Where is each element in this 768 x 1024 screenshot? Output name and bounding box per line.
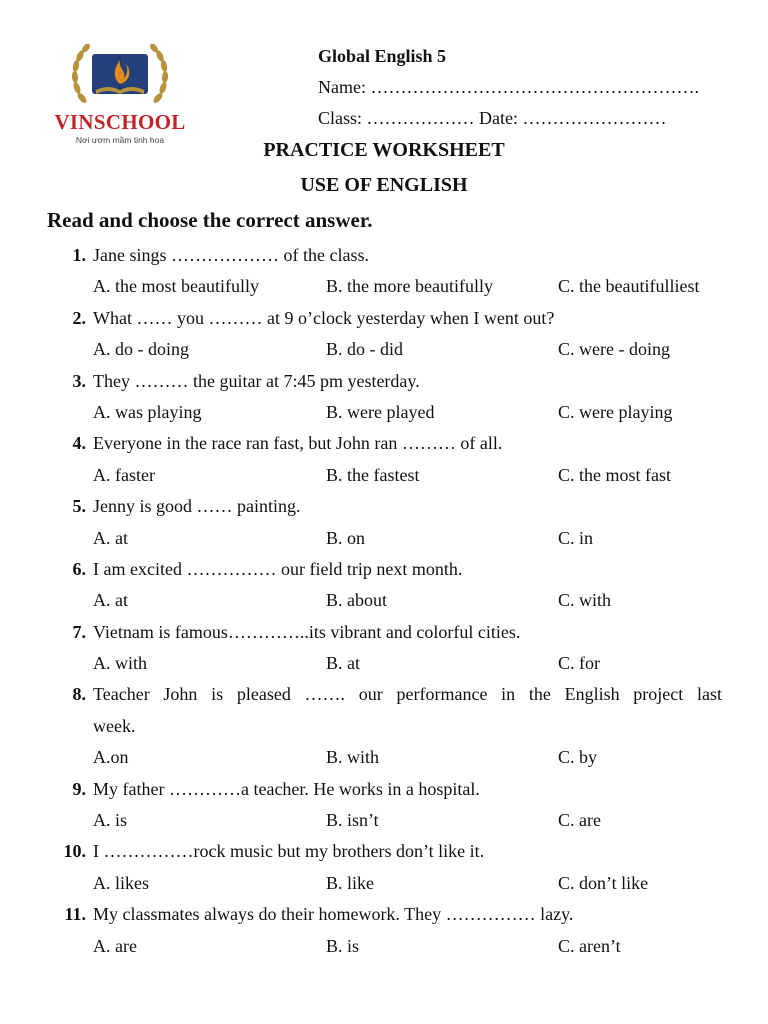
instruction: Read and choose the correct answer.: [47, 208, 373, 232]
option-c: C. the beautifulliest: [558, 276, 700, 297]
question-3: [0, 366, 768, 397]
options-4: [0, 460, 768, 491]
question-text: Teacher John is pleased ……. our performance in the English project last: [93, 684, 722, 705]
book-title: Global English 5: [318, 46, 447, 66]
question-1: [0, 240, 768, 271]
options-8: [0, 742, 768, 773]
option-a: A. is: [93, 810, 128, 831]
options-9: [0, 805, 768, 836]
option-c: C. for: [558, 653, 600, 674]
option-b: B. about: [326, 590, 387, 611]
question-text: Jenny is good …… painting.: [93, 496, 301, 517]
question-8: [0, 679, 768, 710]
question-text: My father …………a teacher. He works in a hospital.: [93, 778, 480, 799]
question-number: 8.: [72, 684, 86, 705]
question-text: Jane sings ……………… of the class.: [93, 245, 369, 265]
option-b: B. the more beautifully: [326, 276, 493, 297]
option-c: C. were playing: [558, 401, 673, 422]
option-a: A.on: [93, 747, 129, 768]
question-text: Everyone in the race ran fast, but John ran ……… of all.: [93, 433, 503, 454]
class-date-line: Class: ……………… Date: ……………………: [318, 108, 667, 128]
option-a: A. at: [93, 590, 128, 611]
question-text: They ……… the guitar at 7:45 pm yesterday.: [93, 370, 420, 391]
option-a: A. the most beautifully: [93, 276, 259, 297]
question-11: [0, 899, 768, 930]
question-9: [0, 774, 768, 805]
option-b: B. on: [326, 527, 366, 548]
question-text: I ……………rock music but my brothers don’t like it.: [93, 841, 485, 862]
school-logo: [50, 40, 190, 150]
option-b: B. like: [326, 872, 374, 893]
question-5: [0, 491, 768, 522]
option-c: C. in: [558, 527, 594, 548]
question-number: 11.: [64, 904, 86, 925]
options-2: [0, 334, 768, 365]
question-number: 9.: [72, 778, 86, 799]
option-a: A. faster: [93, 464, 155, 485]
options-5: [0, 523, 768, 554]
option-b: B. do - did: [326, 339, 404, 360]
question-number: 10.: [63, 841, 86, 862]
options-3: [0, 397, 768, 428]
options-10: [0, 868, 768, 899]
question-text-continued: week.: [93, 715, 136, 736]
option-a: A. with: [93, 653, 147, 674]
question-6: [0, 554, 768, 585]
question-7: [0, 617, 768, 648]
question-2: [0, 303, 768, 334]
option-a: A. was playing: [93, 401, 202, 422]
option-b: B. with: [326, 747, 380, 768]
option-a: A. likes: [93, 872, 149, 893]
option-a: A. do - doing: [93, 339, 189, 360]
options-7: [0, 648, 768, 679]
option-b: B. isn’t: [326, 810, 379, 831]
brand-name: VINSCHOOL: [54, 110, 186, 134]
options-6: [0, 585, 768, 616]
question-4: [0, 428, 768, 459]
options-1: [0, 271, 768, 302]
question-text: My classmates always do their homework. They …………… lazy.: [93, 904, 574, 925]
option-c: C. are: [558, 810, 601, 831]
option-c: C. aren’t: [558, 935, 621, 956]
page-title: PRACTICE WORKSHEET: [263, 139, 505, 161]
question-number: 6.: [72, 558, 86, 579]
question-number: 2.: [72, 307, 86, 328]
option-c: C. with: [558, 590, 612, 611]
question-text: I am excited …………… our field trip next month.: [93, 558, 463, 579]
page-subtitle: USE OF ENGLISH: [300, 174, 468, 196]
question-number: 1.: [72, 245, 86, 265]
question-number: 4.: [72, 433, 86, 454]
question-8-continued: [0, 711, 768, 742]
option-c: C. by: [558, 747, 598, 768]
laurel-book-emblem-icon: [68, 40, 172, 112]
question-text: What …… you ……… at 9 o’clock yesterday when I went out?: [93, 307, 555, 328]
question-number: 5.: [72, 496, 86, 517]
option-c: C. don’t like: [558, 872, 649, 893]
options-11: [0, 931, 768, 962]
option-b: B. were played: [326, 401, 435, 422]
option-c: C. were - doing: [558, 339, 670, 360]
question-10: [0, 836, 768, 867]
question-number: 7.: [72, 621, 86, 642]
question-number: 3.: [72, 370, 86, 391]
question-text: Vietnam is famous…………..its vibrant and colorful cities.: [93, 621, 521, 642]
option-c: C. the most fast: [558, 464, 671, 485]
option-b: B. is: [326, 935, 360, 956]
option-a: A. at: [93, 527, 128, 548]
option-b: B. at: [326, 653, 360, 674]
name-line: Name: ……………………………………………….: [318, 77, 699, 97]
option-a: A. are: [93, 935, 137, 956]
option-b: B. the fastest: [326, 464, 420, 485]
worksheet-header: [318, 44, 699, 137]
brand-tagline: Nơi ươm mầm tinh hoa: [75, 135, 165, 145]
question-list: [0, 240, 768, 962]
